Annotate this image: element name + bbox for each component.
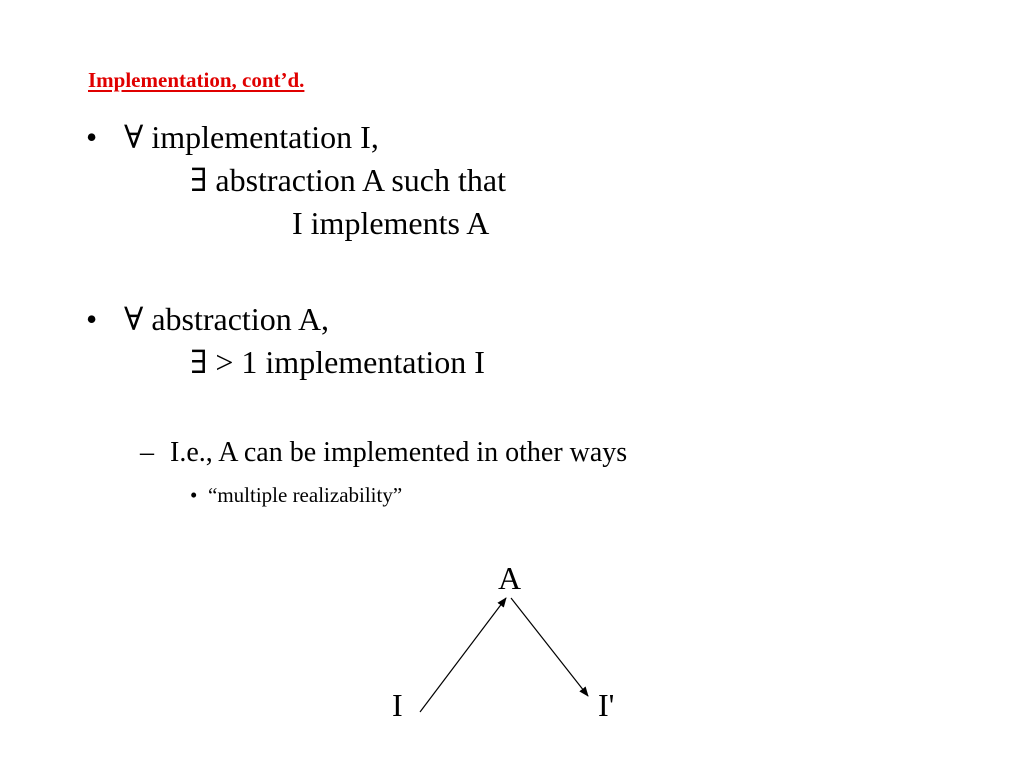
diagram-node-a: A <box>498 560 522 596</box>
bullet-marker-1: • <box>86 119 98 155</box>
arrow-i-to-a <box>420 598 506 712</box>
sub-bullet-marker: – <box>140 437 154 468</box>
bullet-2-line-1: ∀ abstraction A, <box>124 301 330 337</box>
arrow-a-to-i-prime <box>511 598 588 696</box>
sub-sub-bullet-text: “multiple realizability” <box>208 483 403 507</box>
bullet-1-line-1: ∀ implementation I, <box>124 119 379 155</box>
bullet-1-line-2: ∃ abstraction A such that <box>190 162 506 198</box>
sub-bullet-text: I.e., A can be implemented in other ways <box>170 437 628 468</box>
diagram-node-i-prime: I' <box>598 687 615 723</box>
sub-sub-bullet-marker: • <box>190 483 198 507</box>
bullet-marker-2: • <box>86 301 98 337</box>
slide-title: Implementation, cont’d. <box>88 68 305 92</box>
diagram-node-i: I <box>392 687 403 723</box>
bullet-1-line-3: I implements A <box>292 205 490 241</box>
bullet-2-line-2: ∃ > 1 implementation I <box>190 344 485 380</box>
